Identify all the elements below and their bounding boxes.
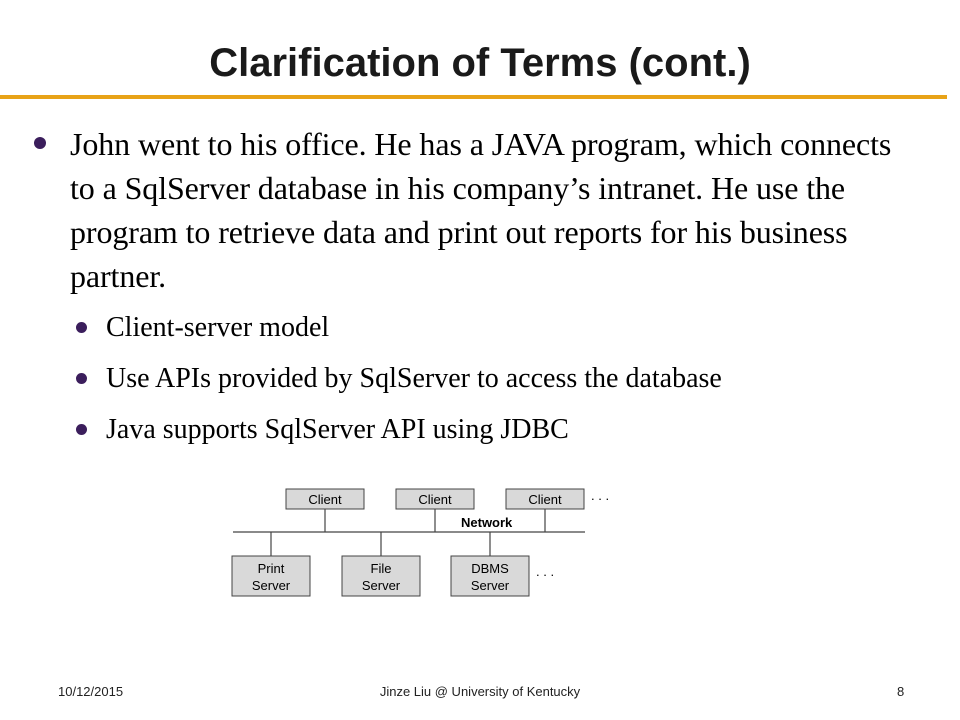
server-label-line2: Server — [361, 578, 401, 593]
server-label-line1: DBMS — [471, 561, 509, 576]
ellipsis-clients: . . . — [591, 488, 610, 503]
title-divider — [0, 95, 947, 99]
client-node — [286, 489, 364, 509]
network-label: Network — [461, 515, 513, 530]
footer-author: Jinze Liu @ University of Kentucky — [379, 684, 581, 699]
ellipsis-servers: . . . — [536, 564, 555, 579]
client-label: Client — [528, 492, 562, 507]
server-label-line1: File — [370, 561, 392, 576]
sub-bullet-text: Client-server model — [106, 312, 330, 343]
server-label-line2: Server — [251, 578, 291, 593]
client-node — [396, 489, 474, 509]
server-label-line2: Server — [470, 578, 510, 593]
main-bullet-icon — [34, 137, 46, 149]
server-node — [342, 556, 420, 596]
slide-title: Clarification of Terms (cont.) — [209, 41, 751, 85]
footer-date: 10/12/2015 — [58, 684, 124, 699]
page-number: 8 — [897, 684, 905, 699]
sub-bullet-icon — [76, 373, 87, 384]
sub-bullet-text: Use APIs provided by SqlServer to access the database — [106, 363, 722, 394]
sub-bullet-icon — [76, 322, 87, 333]
server-label-line1: Print — [257, 561, 285, 576]
server-node — [232, 556, 310, 596]
client-label: Client — [308, 492, 342, 507]
sub-bullet-text: Java supports SqlServer API using JDBC — [106, 414, 569, 445]
client-server-diagram — [225, 480, 625, 605]
client-node — [506, 489, 584, 509]
sub-bullet-icon — [76, 424, 87, 435]
server-node — [451, 556, 529, 596]
client-label: Client — [418, 492, 452, 507]
main-bullet-text: John went to his office. He has a JAVA program, which connects to a SqlServer database in his company’s intranet. He use the program to retrieve data and print out reports for his business partner. — [70, 126, 892, 294]
